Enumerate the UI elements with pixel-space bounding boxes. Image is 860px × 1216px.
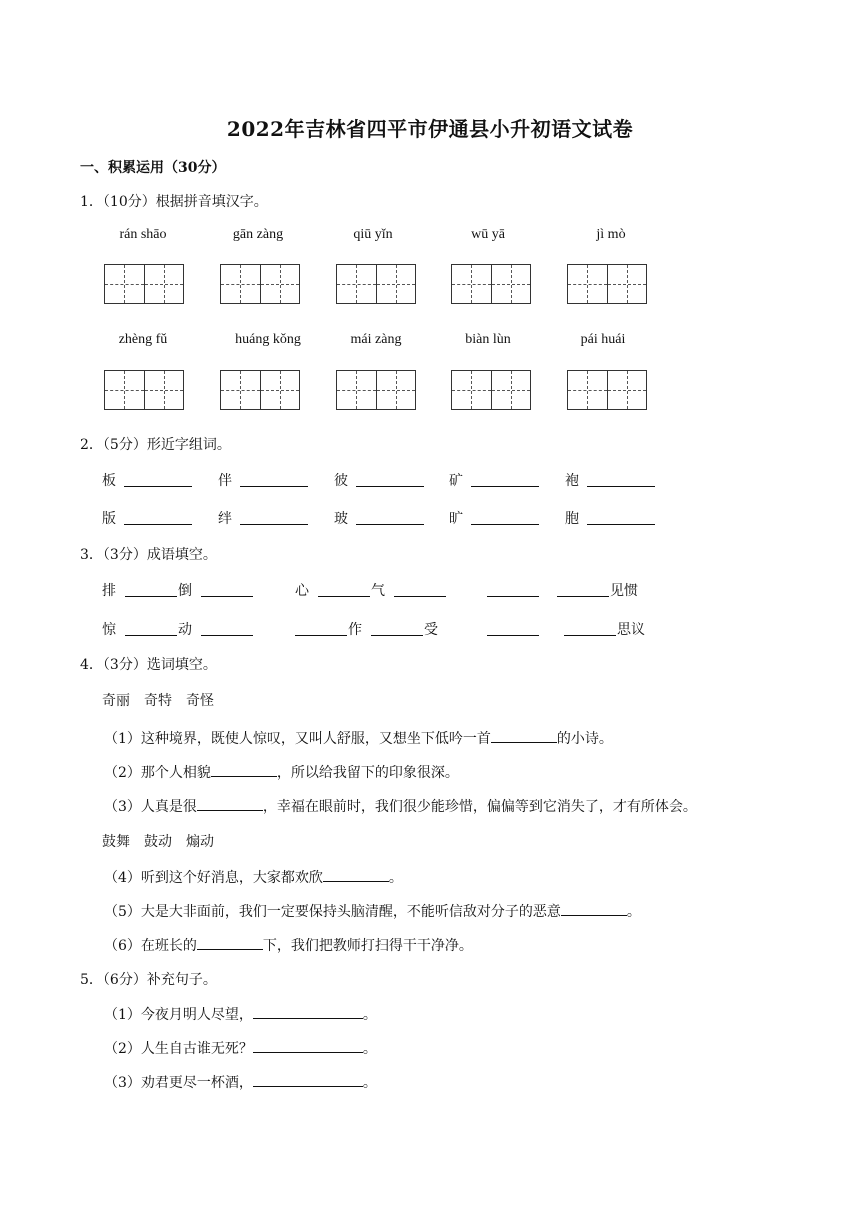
sentence-text: （1）这种境界，既使人惊叹，又叫人舒服，又想坐下低吟一首 bbox=[104, 731, 491, 747]
sentence-text: （2）那个人相貌 bbox=[104, 765, 211, 781]
pinyin-label: rán shāo bbox=[119, 227, 167, 242]
sentence-text: ，幸福在眼前时，我们很少能珍惜，偏偏等到它消失了，才有所体会。 bbox=[262, 799, 697, 815]
sentence-text: （5）大是大非面前，我们一定要保持头脑清醒，不能听信敌对分子的恶意 bbox=[104, 904, 561, 920]
tianzige-box[interactable] bbox=[567, 264, 647, 304]
answer-blank[interactable] bbox=[211, 762, 277, 777]
sentence-end: 。 bbox=[362, 1007, 377, 1023]
pinyin-label: jì mò bbox=[596, 227, 626, 242]
answer-blank[interactable] bbox=[253, 1072, 363, 1087]
tianzige-box[interactable] bbox=[336, 370, 416, 410]
idiom-char: 倒 bbox=[178, 583, 192, 599]
tianzige-box[interactable] bbox=[220, 264, 300, 304]
answer-blank[interactable] bbox=[253, 1038, 363, 1053]
answer-blank[interactable] bbox=[561, 901, 627, 916]
pinyin-label: mái zàng bbox=[350, 332, 402, 347]
answer-blank[interactable] bbox=[471, 472, 539, 487]
answer-blank[interactable] bbox=[487, 621, 539, 636]
answer-blank[interactable] bbox=[471, 510, 539, 525]
pinyin-label: wū yā bbox=[471, 227, 505, 242]
sentence-6 bbox=[104, 935, 473, 955]
idiom-char: 作 bbox=[348, 622, 362, 638]
tianzige-box[interactable] bbox=[104, 370, 184, 410]
pinyin-label: gān zàng bbox=[232, 227, 284, 242]
tianzige-box[interactable] bbox=[451, 264, 531, 304]
sentence-text: （3）人真是很 bbox=[104, 799, 197, 815]
sentence-text: （6）在班长的 bbox=[104, 938, 197, 954]
sentence-4 bbox=[104, 867, 403, 887]
poem-line-1 bbox=[104, 1004, 377, 1024]
pinyin-label: pái huái bbox=[580, 332, 626, 347]
sentence-5 bbox=[104, 901, 641, 921]
answer-blank[interactable] bbox=[371, 621, 423, 636]
answer-blank[interactable] bbox=[564, 621, 616, 636]
answer-blank[interactable] bbox=[124, 472, 192, 487]
answer-blank[interactable] bbox=[356, 472, 424, 487]
idiom-char: 心 bbox=[295, 583, 309, 599]
pinyin-label: biàn lùn bbox=[465, 332, 511, 347]
sentence-text: （4）听到这个好消息，大家都欢欣 bbox=[104, 870, 323, 886]
char-label: 玻 bbox=[334, 511, 348, 527]
answer-blank[interactable] bbox=[318, 582, 370, 597]
answer-blank[interactable] bbox=[295, 621, 347, 636]
answer-blank[interactable] bbox=[201, 582, 253, 597]
char-label: 袍 bbox=[565, 473, 579, 489]
answer-blank[interactable] bbox=[356, 510, 424, 525]
tianzige-box[interactable] bbox=[220, 370, 300, 410]
answer-blank[interactable] bbox=[394, 582, 446, 597]
poem-line-2 bbox=[104, 1038, 377, 1058]
answer-blank[interactable] bbox=[197, 796, 263, 811]
answer-blank[interactable] bbox=[197, 935, 263, 950]
answer-blank[interactable] bbox=[487, 582, 539, 597]
sentence-text: （2）人生自古谁无死？ bbox=[104, 1041, 253, 1057]
tianzige-box[interactable] bbox=[104, 264, 184, 304]
question-1-label: 1．（10分）根据拼音填汉字。 bbox=[80, 194, 268, 210]
question-2-label: 2．（5分）形近字组词。 bbox=[80, 437, 231, 453]
tianzige-box[interactable] bbox=[336, 264, 416, 304]
sentence-text: 下，我们把教师打扫得干干净净。 bbox=[262, 938, 473, 954]
answer-blank[interactable] bbox=[587, 472, 655, 487]
char-label: 胞 bbox=[565, 511, 579, 527]
sentence-end: 。 bbox=[362, 1075, 377, 1091]
question-3-label: 3．（3分）成语填空。 bbox=[80, 547, 217, 563]
answer-blank[interactable] bbox=[557, 582, 609, 597]
char-label: 伴 bbox=[218, 473, 232, 489]
idiom-char: 思议 bbox=[617, 622, 645, 638]
sentence-3 bbox=[104, 796, 697, 816]
char-label: 版 bbox=[102, 511, 116, 527]
section-heading: 一、积累运用（30分） bbox=[80, 160, 226, 176]
sentence-text: ，所以给我留下的印象很深。 bbox=[276, 765, 459, 781]
pinyin-label: qiū yǐn bbox=[353, 227, 393, 242]
question-5-label: 5．（6分）补充句子。 bbox=[80, 972, 217, 988]
answer-blank[interactable] bbox=[124, 510, 192, 525]
char-label: 彼 bbox=[334, 473, 348, 489]
idiom-char: 排 bbox=[102, 583, 116, 599]
answer-blank[interactable] bbox=[201, 621, 253, 636]
answer-blank[interactable] bbox=[125, 582, 177, 597]
idiom-char: 惊 bbox=[102, 622, 116, 638]
page-title: 2022年吉林省四平市伊通县小升初语文试卷 bbox=[226, 117, 634, 141]
char-label: 板 bbox=[102, 473, 116, 489]
idiom-char: 气 bbox=[371, 583, 385, 599]
char-label: 旷 bbox=[449, 511, 463, 527]
sentence-end: 。 bbox=[362, 1041, 377, 1057]
word-options: 鼓舞 鼓动 煽动 bbox=[102, 834, 214, 850]
sentence-text: 的小诗。 bbox=[556, 731, 613, 747]
sentence-text: 。 bbox=[626, 904, 641, 920]
answer-blank[interactable] bbox=[323, 867, 389, 882]
answer-blank[interactable] bbox=[240, 472, 308, 487]
char-label: 绊 bbox=[218, 511, 232, 527]
idiom-char: 见惯 bbox=[610, 583, 638, 599]
pinyin-label: huáng kǒng bbox=[235, 332, 301, 347]
answer-blank[interactable] bbox=[253, 1004, 363, 1019]
char-label: 矿 bbox=[449, 473, 463, 489]
answer-blank[interactable] bbox=[587, 510, 655, 525]
answer-blank[interactable] bbox=[240, 510, 308, 525]
poem-line-3 bbox=[104, 1072, 377, 1092]
tianzige-box[interactable] bbox=[567, 370, 647, 410]
sentence-text: 。 bbox=[388, 870, 403, 886]
question-4-label: 4．（3分）选词填空。 bbox=[80, 657, 217, 673]
answer-blank[interactable] bbox=[491, 728, 557, 743]
tianzige-box[interactable] bbox=[451, 370, 531, 410]
sentence-text: （3）劝君更尽一杯酒， bbox=[104, 1075, 253, 1091]
word-options: 奇丽 奇特 奇怪 bbox=[102, 693, 214, 709]
idiom-char: 受 bbox=[424, 622, 438, 638]
sentence-text: （1）今夜月明人尽望， bbox=[104, 1007, 253, 1023]
idiom-char: 动 bbox=[178, 622, 192, 638]
pinyin-label: zhèng fǔ bbox=[118, 332, 168, 347]
sentence-2 bbox=[104, 762, 459, 782]
sentence-1 bbox=[104, 728, 613, 748]
answer-blank[interactable] bbox=[125, 621, 177, 636]
